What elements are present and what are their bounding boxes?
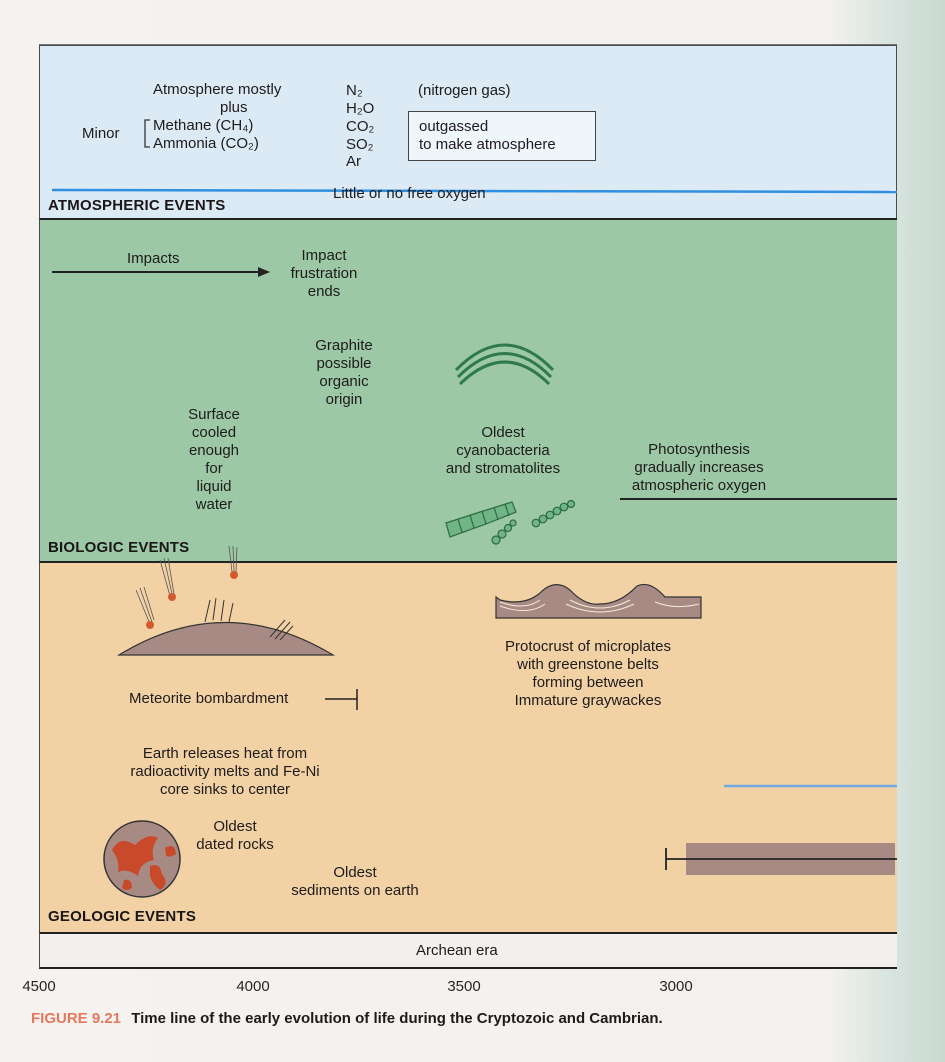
protocrust-line: Immature graywackes xyxy=(514,692,662,709)
graphite-line: organic xyxy=(319,373,369,390)
earth-heat-line: core sinks to center xyxy=(159,781,291,798)
cyanobacteria-line: cyanobacteria xyxy=(456,442,550,459)
axis-tick-4500: 4500 xyxy=(22,978,56,995)
minor-label: Minor xyxy=(82,125,120,142)
free-oxygen-label: Little or no free oxygen xyxy=(333,185,486,202)
oldest-sediments-line: Oldest xyxy=(333,864,377,881)
graphite-line: possible xyxy=(316,355,372,372)
photosynthesis-line-text: atmospheric oxygen xyxy=(631,477,767,494)
axis-tick-4000: 4000 xyxy=(236,978,270,995)
earth-heat-line: Earth releases heat from xyxy=(142,745,308,762)
nitrogen-note: (nitrogen gas) xyxy=(418,82,511,99)
photosynthesis-text xyxy=(606,441,792,495)
surface-cooled-text xyxy=(164,406,264,514)
earth-heat-text xyxy=(100,745,350,799)
figure-number: FIGURE 9.21 xyxy=(31,1010,122,1027)
geologic-events-title: GEOLOGIC EVENTS xyxy=(48,908,197,925)
cyanobacteria-line: and stromatolites xyxy=(445,460,561,477)
meteorite-label: Meteorite bombardment xyxy=(129,690,289,707)
axis-tick-3000: 3000 xyxy=(659,978,693,995)
atmosphere-mostly-label: Atmosphere mostly xyxy=(153,81,282,98)
outgassed-line2: to make atmosphere xyxy=(419,136,556,153)
gas-so2: SO₂ xyxy=(346,136,374,153)
oldest-sediments-line: sediments on earth xyxy=(291,882,419,899)
protocrust-line: forming between xyxy=(532,674,644,691)
surface-line: water xyxy=(195,496,233,513)
oldest-rocks-text xyxy=(185,818,285,854)
protocrust-line: Protocrust of microplates xyxy=(505,638,671,655)
oldest-sediments-text xyxy=(270,864,440,900)
stromatolite-icon xyxy=(456,345,553,384)
atmospheric-events-title: ATMOSPHERIC EVENTS xyxy=(48,197,226,214)
oldest-rocks-line: dated rocks xyxy=(196,836,274,853)
photosynthesis-line-text: Photosynthesis xyxy=(648,441,750,458)
surface-line: cooled xyxy=(191,424,237,441)
surface-line: liquid xyxy=(196,478,232,495)
protocrust-icon xyxy=(496,584,701,618)
impacts-label: Impacts xyxy=(127,250,180,267)
graphite-line: Graphite xyxy=(315,337,373,354)
axis-tick-3500: 3500 xyxy=(447,978,481,995)
caption-text: Time line of the early evolution of life during the Cryptozoic and Cambrian. xyxy=(131,1010,663,1027)
surface-line: Surface xyxy=(188,406,240,423)
archean-era-label: Archean era xyxy=(416,942,498,959)
impact-frustration-line: ends xyxy=(307,283,341,300)
meteorite-mound-icon xyxy=(119,546,333,655)
impact-frustration-text xyxy=(276,247,372,301)
earth-heat-line: radioactivity melts and Fe-Ni xyxy=(130,763,320,780)
biologic-events-title: BIOLOGIC EVENTS xyxy=(48,539,190,556)
impact-frustration-line: frustration xyxy=(290,265,358,282)
photosynthesis-line-text: gradually increases xyxy=(634,459,764,476)
earth-core-icon xyxy=(104,821,180,897)
oldest-rocks-line: Oldest xyxy=(213,818,257,835)
impacts-arrowhead xyxy=(258,267,270,277)
atmosphere-plus-label: plus xyxy=(220,99,248,116)
protocrust-line: with greenstone belts xyxy=(517,656,659,673)
ammonia-label: Ammonia (CO₂) xyxy=(153,135,259,152)
graphite-text xyxy=(294,337,394,409)
surface-line: for xyxy=(205,460,223,477)
cyanobacteria-icon xyxy=(446,501,575,545)
cyanobacteria-line: Oldest xyxy=(481,424,525,441)
surface-line: enough xyxy=(188,442,240,459)
figure-caption xyxy=(31,1010,663,1027)
cyanobacteria-text xyxy=(420,424,586,478)
outgassed-line1: outgassed xyxy=(419,118,489,135)
methane-label: Methane (CH₄) xyxy=(153,117,254,134)
gas-h2o: H₂O xyxy=(346,100,375,117)
gas-ar: Ar xyxy=(346,153,361,170)
impact-frustration-line: Impact xyxy=(301,247,347,264)
minor-bracket xyxy=(145,120,150,147)
graphite-line: origin xyxy=(325,391,363,408)
protocrust-text xyxy=(478,638,698,710)
gas-n2: N₂ xyxy=(346,82,363,99)
gas-co2: CO₂ xyxy=(346,118,375,135)
